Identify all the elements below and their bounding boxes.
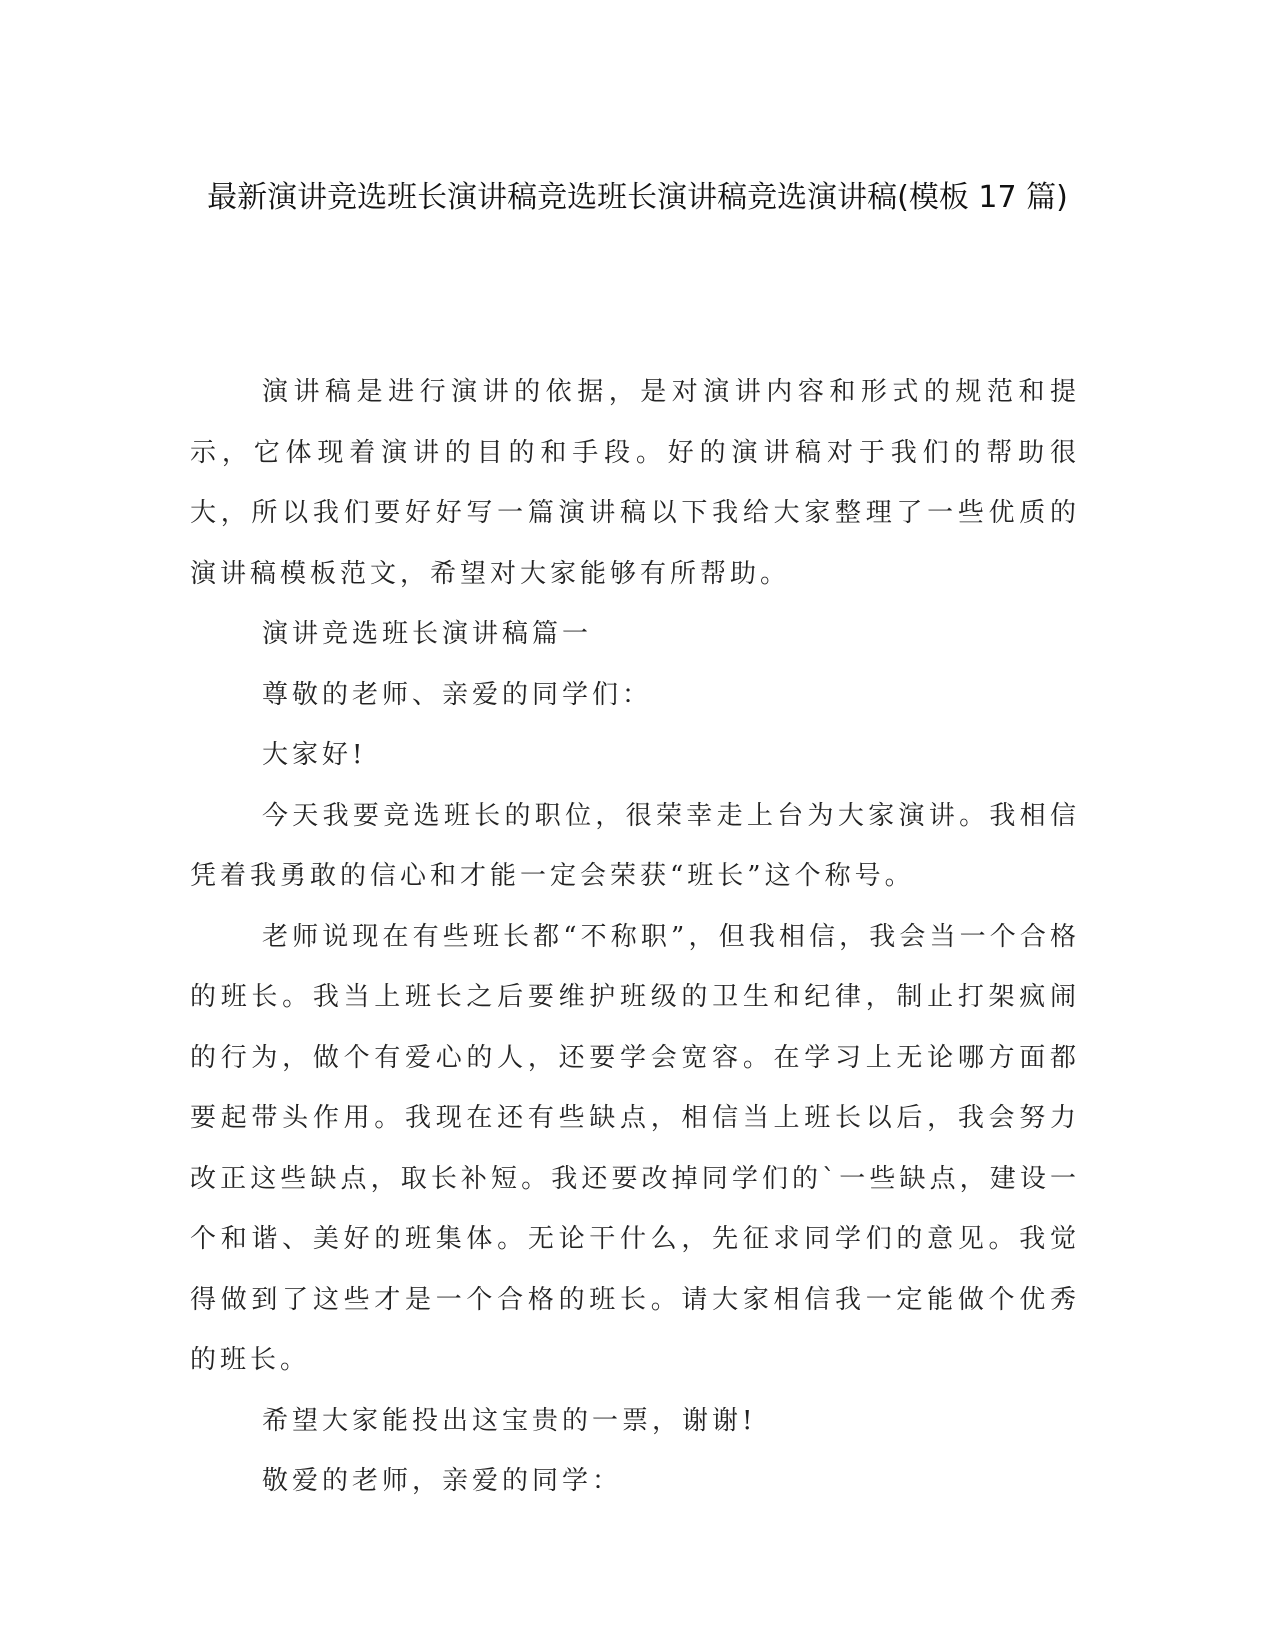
paragraph-body-2: 老师说现在有些班长都“不称职”，但我相信，我会当一个合格的班长。我当上班长之后要维护班级的卫生和纪律，制止打架疯闹的行为，做个有爱心的人，还要学会宽容。在学习上无论哪方面都要起带头作用。我现在还有些缺点，相信当上班长以后，我会努力改正这些缺点，取长补短。我还要改掉同学们的`一些缺点，建设一个和谐、美好的班集体。无论干什么，先征求同学们的意见。我觉得做到了这些才是一个合格的班长。请大家相信我一定能做个优秀的班长。 — [190, 921, 1080, 1375]
paragraph-salutation-2: 敬爱的老师，亲爱的同学： — [262, 1466, 623, 1496]
paragraph-salutation: 尊敬的老师、亲爱的同学们： — [262, 679, 653, 710]
paragraph-section-heading: 演讲竞选班长演讲稿篇一 — [262, 619, 593, 649]
paragraph-body-1: 今天我要竞选班长的职位，很荣幸走上台为大家演讲。我相信凭着我勇敢的信心和才能一定会荣获“班长”这个称号。 — [190, 800, 1080, 891]
document-body — [190, 362, 1080, 1512]
paragraph-greeting: 大家好! — [262, 740, 367, 770]
document-title: 最新演讲竞选班长演讲稿竞选班长演讲稿竞选演讲稿(模板 17 篇) — [207, 180, 1068, 215]
paragraph-closing: 希望大家能投出这宝贵的一票，谢谢! — [262, 1405, 757, 1436]
paragraph-intro: 演讲稿是进行演讲的依据，是对演讲内容和形式的规范和提示，它体现着演讲的目的和手段。好的演讲稿对于我们的帮助很大，所以我们要好好写一篇演讲稿以下我给大家整理了一些优质的演讲稿模板范文，希望对大家能够有所帮助。 — [190, 377, 1080, 589]
